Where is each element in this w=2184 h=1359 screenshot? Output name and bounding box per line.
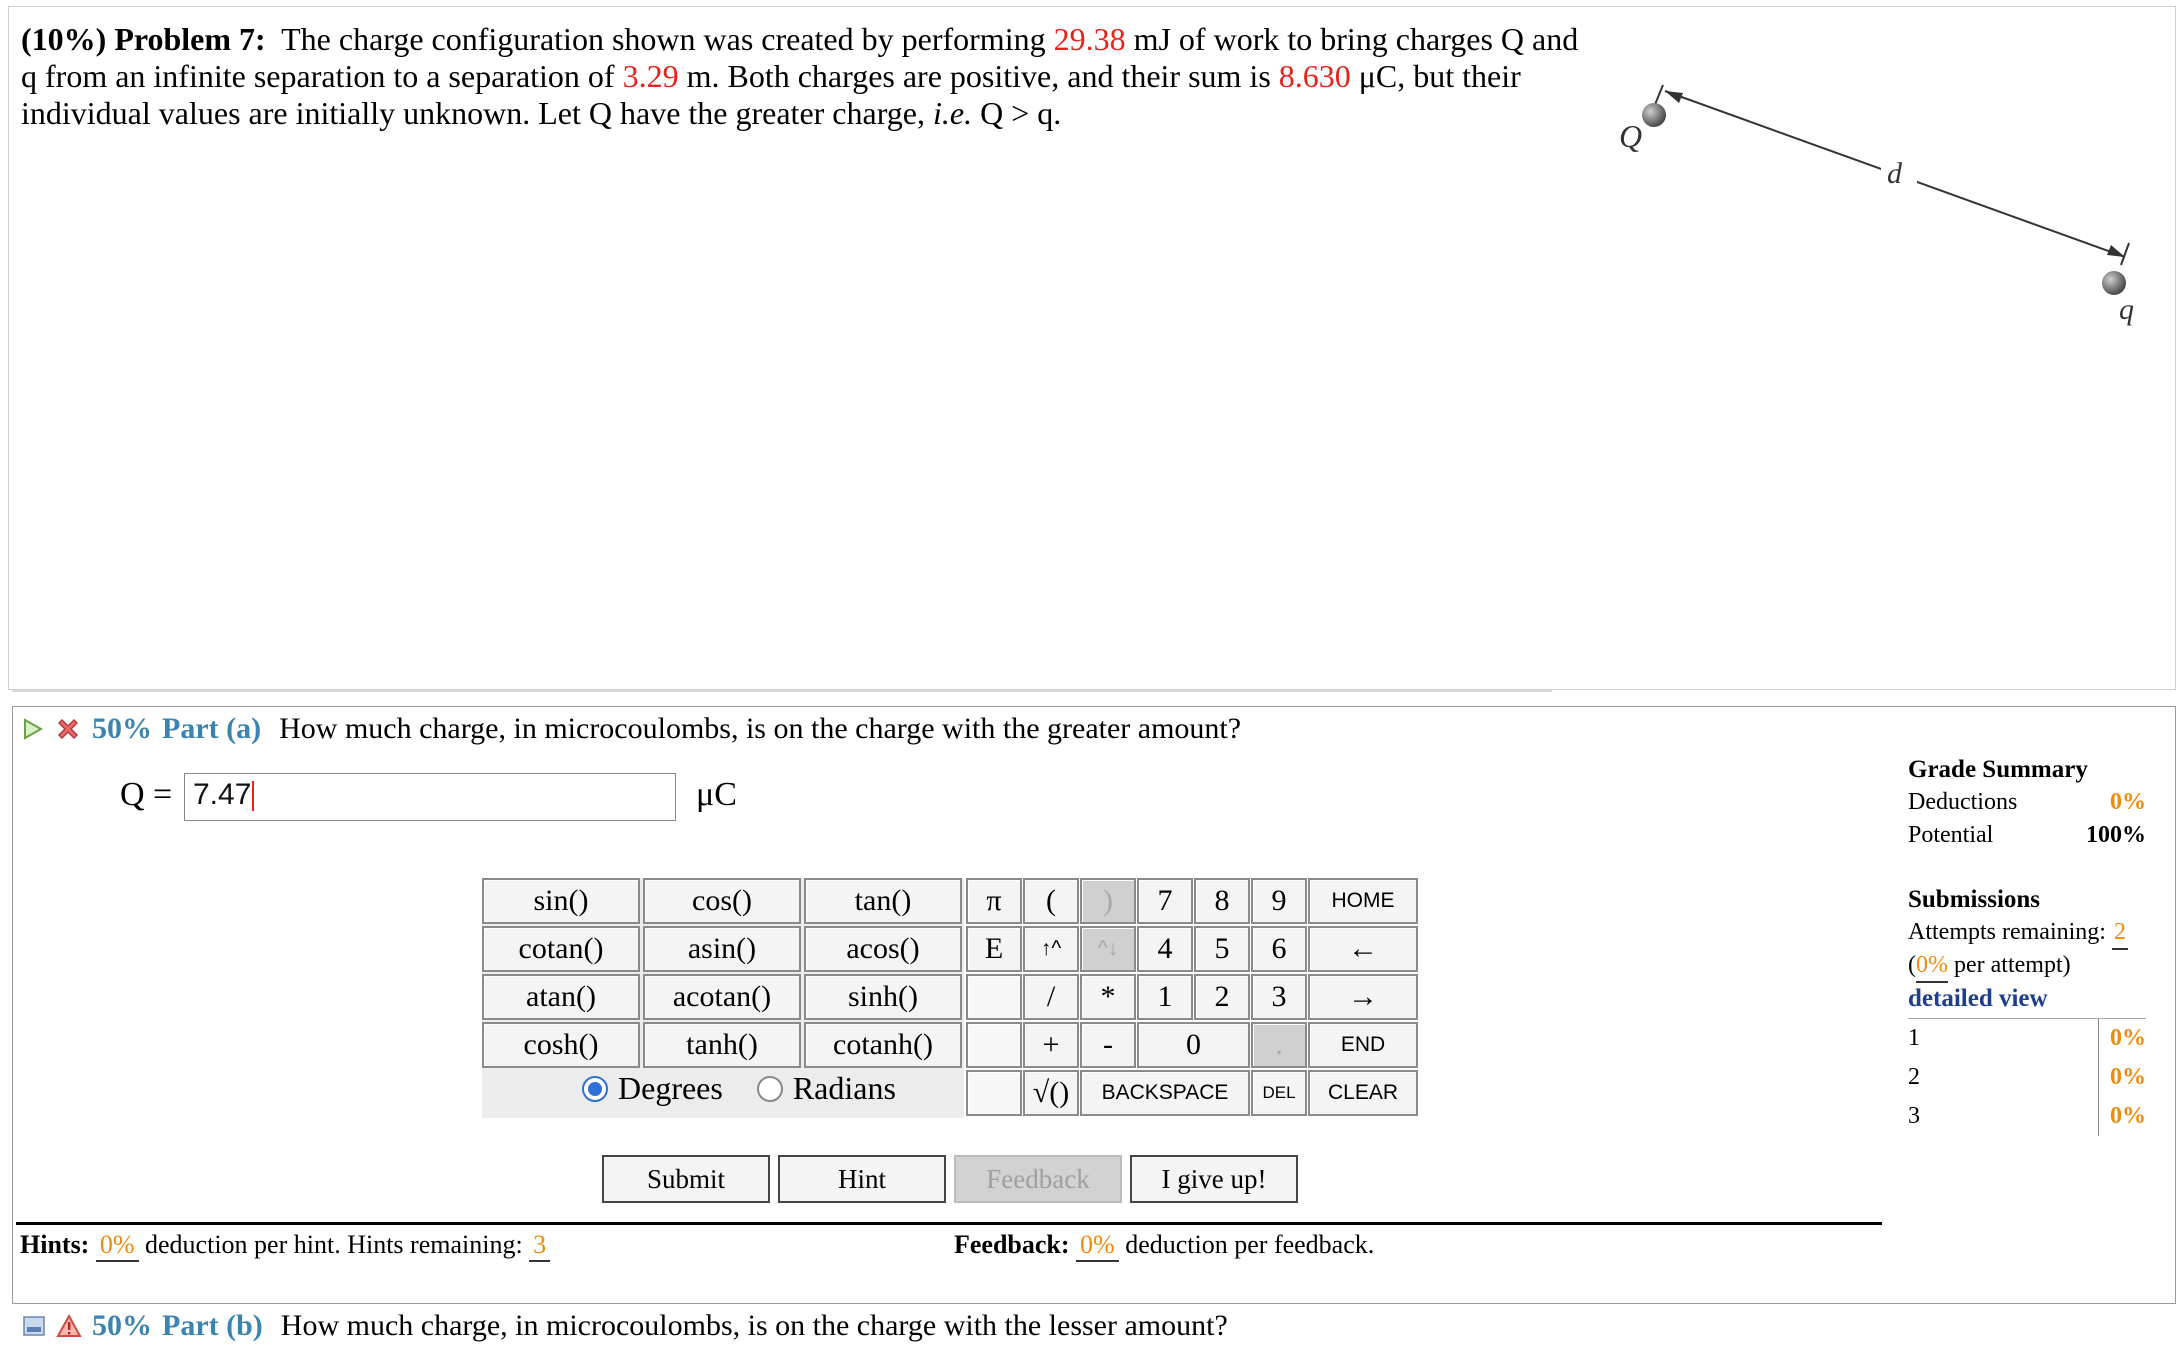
potential-row bbox=[1908, 819, 2146, 852]
answer-label: Q = bbox=[120, 776, 173, 813]
separation-value: 3.29 bbox=[622, 58, 679, 94]
digit-3-button[interactable]: 3 bbox=[1251, 974, 1307, 1020]
digit-1-button[interactable]: 1 bbox=[1137, 974, 1193, 1020]
charge-q-sphere bbox=[2102, 271, 2126, 295]
cursor-left-button[interactable]: ← bbox=[1308, 926, 1418, 972]
end-button[interactable]: END bbox=[1308, 1022, 1418, 1068]
detailed-view-link[interactable]: detailed view bbox=[1908, 985, 2048, 1012]
acotan-button[interactable]: acotan() bbox=[643, 974, 801, 1020]
blank-key bbox=[966, 974, 1022, 1020]
charge-diagram bbox=[1599, 57, 2159, 347]
clear-button[interactable]: CLEAR bbox=[1308, 1070, 1418, 1116]
charge-Q-sphere bbox=[1642, 103, 1666, 127]
up-caret-button[interactable]: ↑^ bbox=[1023, 926, 1079, 972]
tanh-button[interactable]: tanh() bbox=[643, 1022, 801, 1068]
blank-key bbox=[966, 1022, 1022, 1068]
deductions-row bbox=[1908, 786, 2146, 819]
grade-summary bbox=[1908, 756, 2146, 852]
attempt-pct: 0% bbox=[2098, 1058, 2146, 1097]
attempts-line bbox=[1908, 917, 2146, 950]
attempt-number: 2 bbox=[1908, 1064, 1920, 1090]
plus-button[interactable]: + bbox=[1023, 1022, 1079, 1068]
charge-Q-label: Q bbox=[1619, 118, 1643, 154]
feedback-text: deduction per feedback. bbox=[1125, 1230, 1375, 1259]
degrees-radio[interactable] bbox=[582, 1076, 608, 1102]
part-b-label: Part (b) bbox=[162, 1309, 263, 1342]
radians-label[interactable]: Radians bbox=[792, 1070, 896, 1106]
pi-button[interactable]: π bbox=[966, 878, 1022, 924]
per-attempt-text: per attempt) bbox=[1954, 952, 2071, 978]
cursor-right-button[interactable]: → bbox=[1308, 974, 1418, 1020]
digit-9-button[interactable]: 9 bbox=[1251, 878, 1307, 924]
cos-button[interactable]: cos() bbox=[643, 878, 801, 924]
problem-text-5: Q > q. bbox=[980, 95, 1062, 131]
part-b-question: How much charge, in microcoulombs, is on the charge with the lesser amount? bbox=[280, 1309, 1228, 1342]
feedback-info bbox=[954, 1230, 1374, 1262]
part-a-percent: 50% bbox=[92, 712, 152, 745]
asin-button[interactable]: asin() bbox=[643, 926, 801, 972]
expand-arrow-icon[interactable] bbox=[22, 717, 44, 741]
lparen-button[interactable]: ( bbox=[1023, 878, 1079, 924]
problem-box bbox=[8, 6, 2176, 690]
attempt-pct: 0% bbox=[2098, 1019, 2146, 1058]
part-b-header[interactable] bbox=[22, 1309, 1228, 1343]
rparen-button[interactable]: ) bbox=[1080, 878, 1136, 924]
arrowhead-left-icon bbox=[1665, 91, 1683, 103]
answer-input[interactable] bbox=[184, 773, 676, 821]
attempt-number: 3 bbox=[1908, 1103, 1920, 1129]
submissions-panel bbox=[1908, 884, 2146, 1136]
feedback-label: Feedback: bbox=[954, 1230, 1070, 1259]
number-pad bbox=[966, 878, 1416, 1118]
distance-label: d bbox=[1887, 157, 1902, 190]
sqrt-button[interactable]: √() bbox=[1023, 1070, 1079, 1116]
section-separator bbox=[12, 690, 1552, 692]
cotanh-button[interactable]: cotanh() bbox=[804, 1022, 962, 1068]
answer-unit: μC bbox=[696, 776, 737, 813]
part-b-percent: 50% bbox=[92, 1309, 152, 1342]
sinh-button[interactable]: sinh() bbox=[804, 974, 962, 1020]
attempt-row bbox=[1908, 1019, 2146, 1058]
digit-4-button[interactable]: 4 bbox=[1137, 926, 1193, 972]
problem-text-3: m. Both charges are positive, and their sum is bbox=[686, 58, 1271, 94]
attempt-row bbox=[1908, 1097, 2146, 1136]
del-button[interactable]: DEL bbox=[1251, 1070, 1307, 1116]
submit-button[interactable]: Submit bbox=[602, 1155, 770, 1203]
e-button[interactable]: E bbox=[966, 926, 1022, 972]
feedback-deduction: 0% bbox=[1076, 1230, 1119, 1262]
minus-button[interactable]: - bbox=[1080, 1022, 1136, 1068]
potential-value: 100% bbox=[2086, 822, 2146, 848]
deductions-label: Deductions bbox=[1908, 789, 2018, 815]
arrowhead-right-icon bbox=[2107, 245, 2125, 257]
digit-2-button[interactable]: 2 bbox=[1194, 974, 1250, 1020]
digit-0-button[interactable]: 0 bbox=[1137, 1022, 1250, 1068]
feedback-button[interactable]: Feedback bbox=[954, 1155, 1122, 1203]
dimension-tick-right bbox=[2121, 243, 2129, 265]
problem-text-4: μC, but their individual values are initially unknown. Let Q have the greater charge, bbox=[21, 58, 1521, 131]
hints-info bbox=[20, 1230, 550, 1262]
down-caret-button[interactable]: ^↓ bbox=[1080, 926, 1136, 972]
function-pad bbox=[482, 878, 964, 1118]
hints-label: Hints: bbox=[20, 1230, 90, 1259]
submissions-title: Submissions bbox=[1908, 886, 2041, 913]
hints-divider bbox=[16, 1222, 1882, 1225]
problem-statement bbox=[21, 21, 1581, 132]
multiply-button[interactable]: * bbox=[1080, 974, 1136, 1020]
decimal-button[interactable]: . bbox=[1251, 1022, 1307, 1068]
digit-5-button[interactable]: 5 bbox=[1194, 926, 1250, 972]
text-cursor bbox=[252, 781, 254, 811]
problem-text-1: The charge configuration shown was created by performing bbox=[281, 21, 1046, 57]
charge-q-label: q bbox=[2119, 293, 2134, 326]
problem-title: Problem 7: bbox=[114, 21, 266, 57]
part-a-header[interactable] bbox=[22, 712, 1241, 746]
work-value: 29.38 bbox=[1053, 21, 1126, 57]
minimize-window-icon[interactable] bbox=[22, 1314, 46, 1338]
attempt-pct: 0% bbox=[2098, 1097, 2146, 1136]
atan-button[interactable]: atan() bbox=[482, 974, 640, 1020]
attempt-number: 1 bbox=[1908, 1025, 1920, 1051]
deductions-value: 0% bbox=[2110, 789, 2146, 815]
part-a-question: How much charge, in microcoulombs, is on the charge with the greater amount? bbox=[279, 712, 1242, 745]
answer-value: 7.47 bbox=[193, 778, 252, 811]
hints-remaining: 3 bbox=[529, 1230, 550, 1262]
tan-button[interactable]: tan() bbox=[804, 878, 962, 924]
hint-button[interactable]: Hint bbox=[778, 1155, 946, 1203]
charge-sum-value: 8.630 bbox=[1278, 58, 1351, 94]
digit-8-button[interactable]: 8 bbox=[1194, 878, 1250, 924]
home-button[interactable]: HOME bbox=[1308, 878, 1418, 924]
grade-summary-title: Grade Summary bbox=[1908, 756, 2088, 783]
potential-label: Potential bbox=[1908, 822, 1994, 848]
cosh-button[interactable]: cosh() bbox=[482, 1022, 640, 1068]
acos-button[interactable]: acos() bbox=[804, 926, 962, 972]
per-attempt-pct: 0% bbox=[1916, 950, 1948, 983]
cotan-button[interactable]: cotan() bbox=[482, 926, 640, 972]
attempt-row bbox=[1908, 1058, 2146, 1097]
degrees-label[interactable]: Degrees bbox=[618, 1070, 723, 1106]
digit-6-button[interactable]: 6 bbox=[1251, 926, 1307, 972]
divide-button[interactable]: / bbox=[1023, 974, 1079, 1020]
backspace-button[interactable]: BACKSPACE bbox=[1080, 1070, 1250, 1116]
radians-radio[interactable] bbox=[757, 1076, 783, 1102]
sin-button[interactable]: sin() bbox=[482, 878, 640, 924]
hints-text: deduction per hint. Hints remaining: bbox=[145, 1230, 523, 1259]
digit-7-button[interactable]: 7 bbox=[1137, 878, 1193, 924]
incorrect-x-icon bbox=[54, 715, 82, 743]
per-attempt-line: (0% per attempt) bbox=[1908, 950, 2146, 983]
attempts-remaining: 2 bbox=[2112, 917, 2128, 950]
attempts-label: Attempts remaining: bbox=[1908, 919, 2106, 945]
problem-weight: (10%) bbox=[21, 21, 107, 57]
ie-text: i.e. bbox=[932, 95, 973, 131]
angle-mode-group bbox=[582, 1070, 896, 1107]
blank-key bbox=[966, 1070, 1022, 1116]
warning-triangle-icon bbox=[56, 1314, 82, 1338]
give-up-button[interactable]: I give up! bbox=[1130, 1155, 1298, 1203]
problem-text-2: mJ of work to bring charges Q and q from an infinite separation to a separation of bbox=[21, 21, 1579, 94]
hints-deduction: 0% bbox=[96, 1230, 139, 1262]
part-a-label: Part (a) bbox=[162, 712, 262, 745]
